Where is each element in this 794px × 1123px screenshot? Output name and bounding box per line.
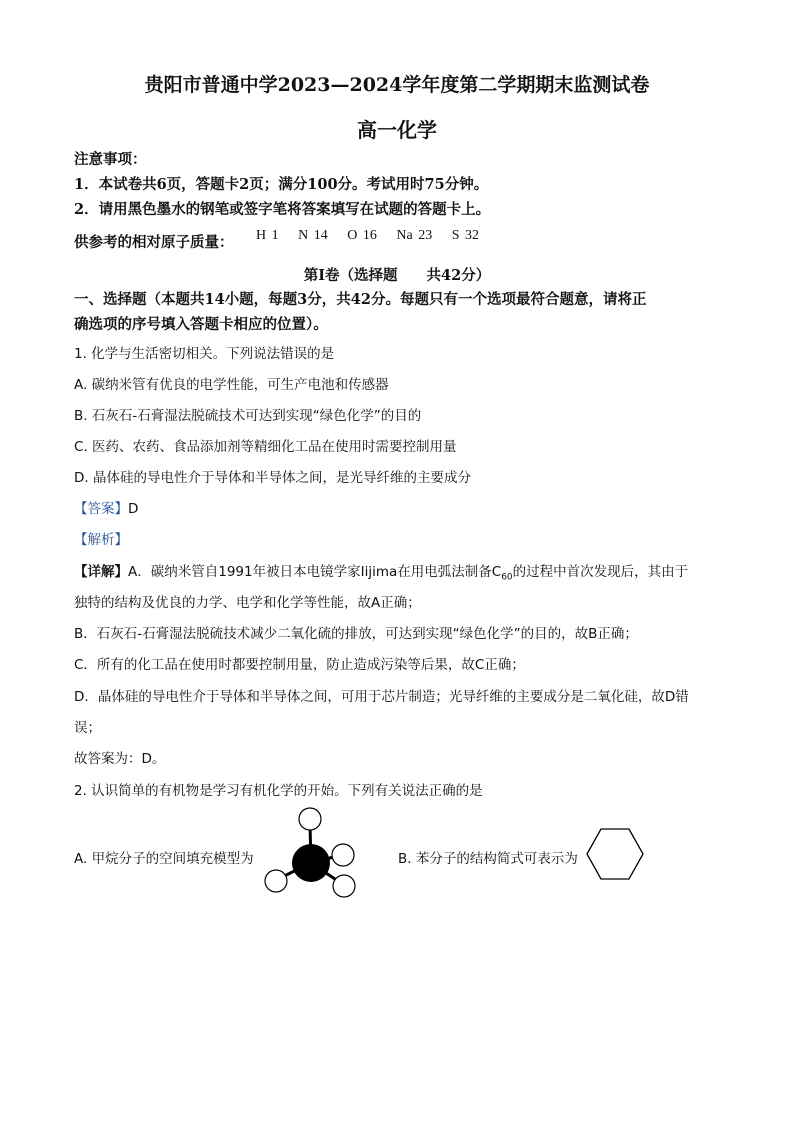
notes-heading: 注意事项：	[74, 151, 147, 168]
benzene-hexagon	[585, 826, 645, 882]
answer-value: D	[128, 501, 139, 517]
q2-stem: 2. 认识简单的有机物是学习有机化学的开始。下列有关说法正确的是	[74, 783, 483, 799]
detail-a-sub: 60	[501, 572, 513, 583]
hydrogen-atom	[299, 808, 321, 830]
hydrogen-atom	[332, 844, 354, 866]
q1-option-c: C. 医药、农药、食品添加剂等精细化工品在使用时需要控制用量	[74, 439, 457, 455]
carbon-atom	[292, 844, 330, 882]
detail-b: B．石灰石-石膏湿法脱硫技术减少二氧化硫的排放，可达到实现“绿色化学”的目的，故B正确；	[74, 626, 638, 642]
q2-option-b: B. 苯分子的结构简式可表示为	[398, 851, 578, 867]
q1-stem: 1. 化学与生活密切相关。下列说法错误的是	[74, 346, 335, 362]
section-title: 第Ⅰ卷（选择题 共42分）	[303, 267, 491, 284]
section-instruction-line1: 一、选择题（本题共14小题，每题3分，共42分。每题只有一个选项最符合题意，请将正	[74, 291, 647, 308]
exam-subtitle: 高一化学	[357, 118, 437, 142]
atomic-mass-n: N 14	[298, 228, 328, 243]
detail-a-line1	[74, 560, 688, 583]
detail-a-post: 的过程中首次发现后，其由于	[512, 564, 689, 580]
atomic-mass-o: O 16	[347, 228, 377, 243]
answer-label: 【答案】	[74, 501, 128, 517]
atomic-mass-label: 供参考的相对原子质量：	[74, 234, 234, 251]
detail-d-line1: D．晶体硅的导电性介于导体和半导体之间，可用于芯片制造；光导纤维的主要成分是二氧化硅，故D错	[74, 689, 689, 705]
hydrogen-atom	[333, 875, 355, 897]
note-item-1: 1．本试卷共6页，答题卡2页；满分100分。考试用时75分钟。	[74, 176, 489, 193]
q1-option-b: B. 石灰石-石膏湿法脱硫技术可达到实现“绿色化学”的目的	[74, 408, 422, 424]
section-instruction-line2: 确选项的序号填入答题卡相应的位置）。	[74, 316, 328, 333]
q1-conclusion: 故答案为：D。	[74, 751, 166, 767]
q2-option-a: A. 甲烷分子的空间填充模型为	[74, 851, 254, 867]
detail-a-pre: A．碳纳米管自1991年被日本电镜学家Iijima在用电弧法制备C	[128, 564, 502, 580]
detail-c: C．所有的化工品在使用时都要控制用量，防止造成污染等后果，故C正确；	[74, 657, 525, 673]
atomic-mass-s: S 32	[451, 228, 479, 243]
exam-title: 贵阳市普通中学2023—2024学年度第二学期期末监测试卷	[144, 74, 650, 96]
detail-d-line2: 误；	[74, 720, 101, 736]
analysis-label: 【解析】	[74, 532, 128, 548]
q1-option-a: A. 碳纳米管有优良的电学性能，可生产电池和传感器	[74, 377, 389, 393]
atomic-mass-list	[256, 228, 493, 244]
atomic-mass-na: Na 23	[396, 228, 433, 243]
methane-space-filling-model	[258, 805, 368, 900]
q1-option-d: D. 晶体硅的导电性介于导体和半导体之间，是光导纤维的主要成分	[74, 470, 471, 486]
atomic-mass-h: H 1	[256, 228, 279, 243]
detail-label: 【详解】	[74, 564, 128, 580]
detail-a-line2: 独特的结构及优良的力学、电学和化学等性能，故A正确；	[74, 595, 421, 611]
note-item-2: 2．请用黑色墨水的钢笔或签字笔将答案填写在试题的答题卡上。	[74, 201, 491, 218]
hydrogen-atom	[265, 870, 287, 892]
q1-answer	[74, 497, 138, 517]
